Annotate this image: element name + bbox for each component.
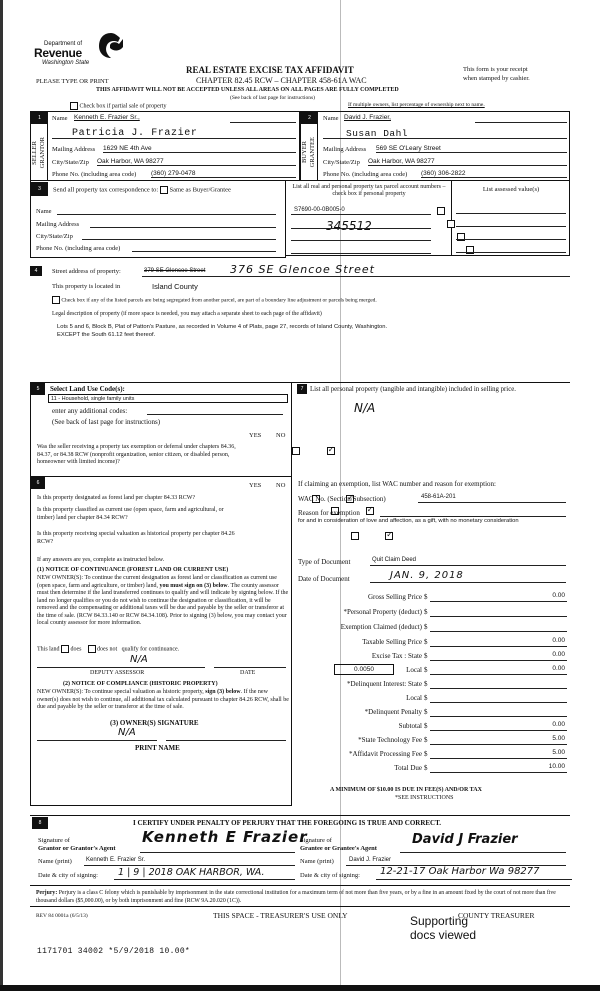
exemption-deferral-question: Was the seller receiving a property tax exemption or deferral under chapters 84.36, 84.37, or 84.38 RCW (nonprofit organization, senior citizen, or disabled person, homeowner with limited income)? xyxy=(37,444,236,465)
doc-type-field[interactable]: Quit Claim Deed xyxy=(372,557,417,563)
corr-phone-label: Phone No. (including area code) xyxy=(36,245,121,252)
seller-mailing-label: Mailing Address xyxy=(52,146,96,153)
wac-label: WAC No. (Section/Subsection) xyxy=(298,495,386,503)
personal-property-field[interactable]: N/A xyxy=(354,401,376,415)
grantee-date-label: Date & city of signing: xyxy=(300,872,360,879)
seller-name-field[interactable]: Kenneth E. Frazier Sr., xyxy=(74,114,140,121)
amount-label: *Personal Property (deduct) xyxy=(343,608,422,616)
section-8-number: 8 xyxy=(32,817,48,829)
reason-label: Reason for exemption xyxy=(298,509,360,517)
dollar-sign: $ xyxy=(424,623,428,631)
please-type-label: PLEASE TYPE OR PRINT xyxy=(36,78,109,85)
grantor-date-label: Date & city of signing: xyxy=(38,872,98,879)
notice-compliance-body: NEW OWNER(S): To continue special valuation as historic property, sign (3) below. If the new owner(s) does not wish to continue, all additional tax calculated pursuant to chapter 84.26 RCW, shall be due and payable by the seller or transferor at the time of sale. xyxy=(37,689,289,710)
land-use-label: Select Land Use Code(s): xyxy=(50,385,125,393)
exemption-deferral-no-checkbox[interactable] xyxy=(327,447,335,455)
doc-date-label: Date of Document xyxy=(298,575,350,583)
parcel-number-1[interactable]: S7690-00-0B005-0 xyxy=(294,207,345,213)
perjury-notice: Perjury: Perjury is a class C felony which is punishable by imprisonment in the state correctional institution for a maximum term of not more than five years, or by a fine in an amount fixed by the court of not more than five thousand dollars ($5,000.00), or by both imprisonment and fine (RCW 9A.20.020 (1C)). xyxy=(36,890,556,904)
receipt-note-1: This form is your receipt xyxy=(463,66,528,73)
assessed-value-4[interactable] xyxy=(456,252,566,253)
parcel-1-personal-checkbox[interactable] xyxy=(437,207,445,215)
land-use-see-back: (See back of last page for instructions) xyxy=(52,418,161,426)
form-number: REV 84 0001a (6/5/13) xyxy=(36,913,88,919)
form-title: REAL ESTATE EXCISE TAX AFFIDAVIT xyxy=(186,65,354,75)
personal-property-label: List all personal property (tangible and intangible) included in selling price. xyxy=(310,386,516,393)
historical-yes-checkbox[interactable] xyxy=(351,532,359,540)
grantor-name-label: Name (print) xyxy=(38,858,72,865)
print-name-label: PRINT NAME xyxy=(135,744,180,752)
section-6-number: 6 xyxy=(31,477,45,489)
legal-description-line1[interactable]: Lots 5 and 6, Block B, Plat of Patton's Pasture, as recorded in Volume 4 of Plats, page 27, records of Island County, Washington. xyxy=(57,324,388,330)
seller-city-label: City/State/Zip xyxy=(52,159,89,166)
buyer-city-field[interactable]: Oak Harbor, WA 98277 xyxy=(368,158,435,165)
same-as-buyer-checkbox[interactable] xyxy=(160,186,168,194)
dollar-sign: $ xyxy=(424,680,428,688)
seller-name-label: Name xyxy=(52,115,68,122)
this-land-row: This land does does not qualify for continuance. xyxy=(37,646,180,653)
assessed-value-2[interactable] xyxy=(456,226,566,227)
agency-line2: Revenue xyxy=(34,46,82,60)
buyer-phone-field[interactable]: (360) 306-2822 xyxy=(421,170,466,177)
partial-sale-checkbox[interactable] xyxy=(70,102,78,110)
if-yes-instruction: If any answers are yes, complete as instructed below. xyxy=(37,557,165,563)
street-address-field[interactable]: 376 SE Glencoe Street xyxy=(230,263,375,276)
section-5-number: 5 xyxy=(31,383,45,395)
wac-number-field[interactable]: 458-61A-201 xyxy=(421,494,456,500)
corr-mailing-field[interactable] xyxy=(90,227,276,228)
section-2-number: 2 xyxy=(301,112,318,124)
amount-label: *Delinquent Interest: State xyxy=(346,680,422,688)
parcel-3-personal-checkbox[interactable] xyxy=(457,233,465,241)
assessor-date-label: DATE xyxy=(240,670,256,676)
corr-mailing-label: Mailing Address xyxy=(36,221,80,228)
dollar-sign: $ xyxy=(424,750,428,758)
agency-line1: Department of xyxy=(44,41,83,47)
agency-line3: Washington State xyxy=(42,60,90,66)
section-5-yes-header: YES xyxy=(249,432,262,439)
dollar-sign: $ xyxy=(424,666,428,674)
dollar-sign: $ xyxy=(424,736,428,744)
grantee-signature-label: Signature of Grantee or Grantee's Agent xyxy=(300,837,377,852)
amount-field[interactable]: 0.00 xyxy=(430,637,567,647)
amount-label: Exemption Claimed (deduct) xyxy=(340,623,422,631)
reason-field[interactable]: for and in consideration of love and affection, as a gift, with no monetary consideration xyxy=(298,518,519,524)
parcel-number-4[interactable] xyxy=(291,253,431,254)
buyer-mailing-label: Mailing Address xyxy=(323,146,367,153)
buyer-name-field-2[interactable]: Susan Dahl xyxy=(346,128,409,139)
amount-field[interactable]: 10.00 xyxy=(430,763,567,773)
corr-city-field[interactable] xyxy=(82,239,276,240)
amount-label: Local xyxy=(406,666,422,674)
assessed-value-1[interactable] xyxy=(456,213,566,214)
legal-description-line2[interactable]: EXCEPT the South 61.12 feet thereof. xyxy=(57,332,156,338)
doc-date-field[interactable]: JAN. 9, 2018 xyxy=(390,570,464,581)
seller-phone-label: Phone No. (including area code) xyxy=(52,171,137,178)
amount-field[interactable] xyxy=(430,622,567,632)
amount-field[interactable] xyxy=(430,607,567,617)
section-3-number: 3 xyxy=(31,182,48,196)
dor-logo-icon xyxy=(96,30,126,60)
legal-description-label: Legal description of property (if more space is needed, you may attach a separate sheet to each page of the affidavit) xyxy=(52,311,322,317)
deputy-assessor-label: DEPUTY ASSESSOR xyxy=(90,670,145,676)
amount-label: Total Due xyxy=(394,764,422,772)
amount-field[interactable] xyxy=(430,679,567,689)
amount-label: Excise Tax : State xyxy=(371,652,422,660)
section-4-number: 4 xyxy=(30,266,42,276)
located-in-label: This property is located in xyxy=(52,283,121,290)
section-7-number: 7 xyxy=(297,384,307,394)
form-subtitle: CHAPTER 82.45 RCW – CHAPTER 458-61A WAC xyxy=(196,76,367,85)
section-5-no-header: NO xyxy=(276,432,286,439)
amount-field[interactable] xyxy=(430,693,567,703)
parcel-number-3[interactable] xyxy=(291,240,431,241)
dollar-sign: $ xyxy=(424,652,428,660)
amount-field[interactable]: 0.00 xyxy=(430,721,567,731)
scan-edge-bottom xyxy=(0,985,600,991)
amount-field[interactable]: 5.00 xyxy=(430,749,567,759)
buyer-name-field[interactable]: David J. Frazier, xyxy=(344,114,391,121)
buyer-name-label: Name xyxy=(323,115,339,122)
amount-field[interactable]: 0.00 xyxy=(430,651,567,661)
section-6-no-header: NO xyxy=(276,482,286,489)
forest-land-question: Is this property designated as forest land per chapter 84.33 RCW? xyxy=(37,495,196,501)
dollar-sign: $ xyxy=(424,722,428,730)
seller-name-field-2[interactable]: Patricia J. Frazier xyxy=(72,128,198,139)
parcel-number-2[interactable]: 345512 xyxy=(326,219,372,233)
seller-label: SELLER xyxy=(31,140,38,165)
owner-print-name-field[interactable] xyxy=(166,740,286,741)
scan-edge-left xyxy=(0,0,3,991)
land-does-not-checkbox[interactable] xyxy=(88,645,96,653)
segregated-row xyxy=(52,296,377,304)
notice-compliance-title: (2) NOTICE OF COMPLIANCE (HISTORIC PROPERTY) xyxy=(63,681,218,687)
seller-phone-field[interactable]: (360) 279-0478 xyxy=(151,170,196,177)
street-address-label: Street address of property: xyxy=(52,268,121,275)
notice-continuance-body: NEW OWNER(S): To continue the current designation as forest land or classification as current use (open space, farm and agriculture, or timber) land, you must sign on (3) below. The county assessor must then determine if the land transferred continues to qualify and will indicate by signing below. If the land no longer qualifies or you do not wish to continue the designation or classification, it will be removed and the compensating or additional taxes will be due and payable by the seller or transferor at the time of sale. (RCW 84.33.140 or RCW 84.34.108). Prior to signing (3) below, you may contact your local county assessor for more information. xyxy=(37,575,289,626)
grantee-label: GRANTEE xyxy=(308,137,316,168)
send-correspondence-label: Send all property tax correspondence to: xyxy=(53,186,159,194)
corr-name-field[interactable] xyxy=(57,214,276,215)
dollar-sign: $ xyxy=(424,608,428,616)
seller-city-field[interactable]: Oak Harbor, WA 98277 xyxy=(97,158,164,165)
corr-phone-field[interactable] xyxy=(132,251,276,252)
county-treasurer-label: COUNTY TREASURER xyxy=(458,911,535,920)
buyer-grantee-side-label xyxy=(301,124,318,181)
notice-continuance-title: (1) NOTICE OF CONTINUANCE (FOREST LAND OR CURRENT USE) xyxy=(37,567,229,573)
assessed-values-header: List assessed value(s) xyxy=(482,186,540,193)
local-rate-field[interactable]: 0.0050 xyxy=(334,664,394,675)
additional-codes-field[interactable] xyxy=(147,414,283,415)
buyer-city-label: City/State/Zip xyxy=(323,159,360,166)
segregated-label: Check box if any of the listed parcels are being segregated from another parcel, are part of a boundary line adjustment or parcels being merged. xyxy=(61,297,377,304)
section-6-yes-header: YES xyxy=(249,482,262,489)
seller-mailing-field[interactable]: 1629 NE 4th Ave xyxy=(103,145,152,152)
receipt-note-2: when stamped by cashier. xyxy=(463,75,530,82)
treasurer-use-label: THIS SPACE - TREASURER'S USE ONLY xyxy=(213,911,348,920)
buyer-mailing-field[interactable]: 569 SE O'Leary Street xyxy=(376,145,441,152)
form-warning: THIS AFFIDAVIT WILL NOT BE ACCEPTED UNLESS ALL AREAS ON ALL PAGES ARE FULLY COMPLETED xyxy=(96,87,399,93)
amount-label: *Affidavit Processing Fee xyxy=(349,750,422,758)
dollar-sign: $ xyxy=(424,694,428,702)
amount-label: *State Technology Fee xyxy=(358,736,422,744)
multiple-owners-note: If multiple owners, list percentage of ownership next to name. xyxy=(348,102,485,108)
partial-sale-row xyxy=(70,102,166,110)
grantor-date-city-field[interactable]: 1 | 9 | 2018 OAK HARBOR, WA. xyxy=(118,867,265,878)
grantor-signature-field[interactable]: Kenneth E Frazier xyxy=(142,828,308,846)
supporting-docs-stamp: Supporting docs viewed xyxy=(410,914,477,942)
partial-sale-label: Check box if partial sale of property xyxy=(79,103,167,110)
buyer-phone-label: Phone No. (including area code) xyxy=(323,171,408,178)
parcels-header: List all real and personal property tax parcel account numbers – check box if personal property xyxy=(292,184,446,197)
see-back-note: (See back of last page for instructions) xyxy=(230,95,315,101)
assessor-date-field[interactable] xyxy=(214,667,286,668)
doc-type-label: Type of Document xyxy=(298,558,351,566)
historical-no-checkbox[interactable] xyxy=(385,532,393,540)
land-use-select[interactable]: 11 - Household, single family units xyxy=(48,394,288,403)
dollar-sign: $ xyxy=(424,708,428,716)
amount-label: Gross Selling Price xyxy=(367,593,422,601)
grantor-name-field[interactable]: Kenneth E. Frazier Sr. xyxy=(86,857,146,863)
county-field[interactable]: Island County xyxy=(152,282,198,291)
section-1-number: 1 xyxy=(31,112,48,124)
amount-field[interactable]: 0.00 xyxy=(430,592,567,602)
dollar-sign: $ xyxy=(424,764,428,772)
see-instructions-note: *SEE INSTRUCTIONS xyxy=(395,795,454,801)
historical-property-question: Is this property receiving special valuation as historical property per chapter 84.26 RCW? xyxy=(37,531,235,545)
certify-statement: I CERTIFY UNDER PENALTY OF PERJURY THAT THE FOREGOING IS TRUE AND CORRECT. xyxy=(133,819,442,827)
owner-signature-field[interactable]: N/A xyxy=(118,727,136,738)
exemption-heading: If claiming an exemption, list WAC number and reason for exemption: xyxy=(298,480,496,488)
same-as-buyer-label: Same as Buyer/Grantee xyxy=(169,186,231,194)
grantor-label: GRANTOR xyxy=(38,136,46,169)
amount-label: Taxable Selling Price xyxy=(362,638,422,646)
current-use-question: Is this property classified as current use (open space, farm and agricultural, or timber) land per chapter 84.34 RCW? xyxy=(37,507,224,521)
amount-field[interactable]: 5.00 xyxy=(430,735,567,745)
assessor-signature-field[interactable]: N/A xyxy=(130,654,148,665)
buyer-label: BUYER xyxy=(301,141,308,164)
corr-city-label: City/State/Zip xyxy=(36,233,73,240)
land-does-checkbox[interactable] xyxy=(61,645,69,653)
seller-grantor-side-label xyxy=(31,124,48,181)
amount-field[interactable] xyxy=(430,707,567,717)
grantee-date-city-field[interactable]: 12-21-17 Oak Harbor Wa 98277 xyxy=(380,866,540,877)
parcel-2-personal-checkbox[interactable] xyxy=(447,220,455,228)
segregated-checkbox[interactable] xyxy=(52,296,60,304)
grantee-name-label: Name (print) xyxy=(300,858,334,865)
amount-label: Local xyxy=(406,694,422,702)
dollar-sign: $ xyxy=(424,638,428,646)
street-address-struck: 379 SE Glencoe Street xyxy=(144,268,206,274)
additional-codes-label: enter any additional codes: xyxy=(52,407,128,415)
assessed-value-3[interactable] xyxy=(456,239,566,240)
grantor-signature-label: Signature of Grantor or Grantor's Agent xyxy=(38,837,116,852)
amount-label: Subtotal xyxy=(398,722,422,730)
amount-label: *Delinquent Penalty xyxy=(364,708,422,716)
dollar-sign: $ xyxy=(424,593,428,601)
grantee-signature-field[interactable]: David J Frazier xyxy=(412,832,518,847)
send-correspondence-row xyxy=(53,186,231,194)
parcel-4-personal-checkbox[interactable] xyxy=(466,246,474,254)
corr-name-label: Name xyxy=(36,208,52,215)
current-use-no-checkbox[interactable] xyxy=(366,507,374,515)
minimum-due-note: A MINIMUM OF $10.00 IS DUE IN FEE(S) AND/OR TAX xyxy=(330,787,482,793)
amount-field[interactable]: 0.00 xyxy=(430,665,567,675)
grantee-name-field[interactable]: David J. Frazier xyxy=(349,857,392,863)
receipt-stamp: 1171701 34002 *5/9/2018 10.00* xyxy=(37,947,191,956)
exemption-deferral-yes-checkbox[interactable] xyxy=(292,447,300,455)
owner-signature-title: (3) OWNER(S) SIGNATURE xyxy=(110,719,199,727)
